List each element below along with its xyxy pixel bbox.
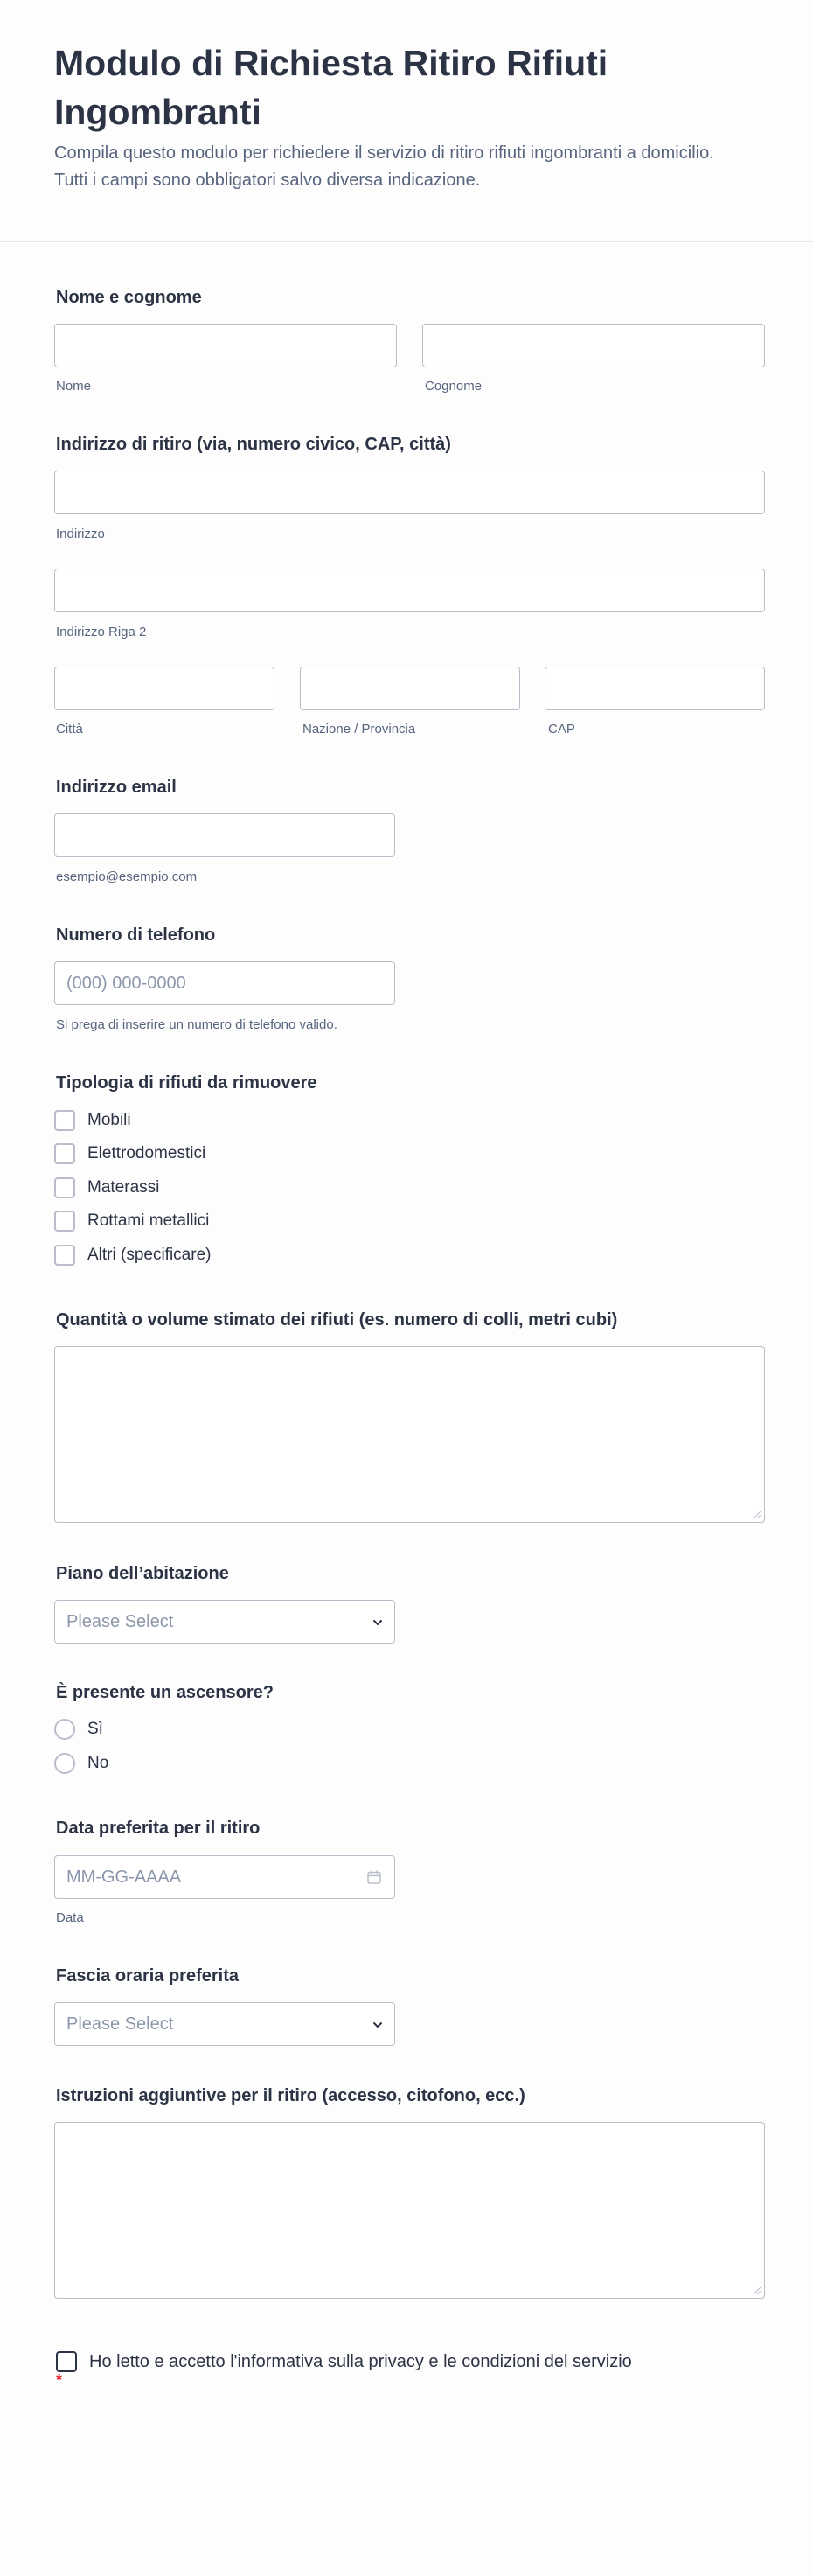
privacy-label: Ho letto e accetto l'informativa sulla privacy e le condizioni del servizio (89, 2352, 632, 2371)
checkbox-label-rottami-metallici: Rottami metallici (87, 1211, 210, 1230)
phone-placeholder: (000) 000-0000 (66, 974, 186, 993)
time-slot-label: Fascia oraria preferita (56, 1966, 239, 1986)
time-slot-select[interactable] (54, 2002, 395, 2046)
date-label: Data preferita per il ritiro (56, 1819, 261, 1838)
date-sublabel: Data (56, 1910, 84, 1925)
radio-si[interactable] (54, 1719, 75, 1740)
city-input[interactable] (54, 667, 274, 710)
zip-sublabel: CAP (548, 722, 575, 736)
resize-handle-icon[interactable] (752, 2286, 761, 2294)
floor-select-value: Please Select (66, 1612, 174, 1631)
phone-label: Numero di telefono (56, 925, 216, 945)
time-slot-select-value: Please Select (66, 2014, 174, 2034)
name-label: Nome e cognome (56, 288, 202, 307)
email-label: Indirizzo email (56, 778, 177, 797)
radio-no[interactable] (54, 1753, 75, 1774)
address-line2-input[interactable] (54, 569, 765, 612)
instructions-textarea[interactable] (54, 2122, 765, 2299)
address-label: Indirizzo di ritiro (via, numero civico, CAP, città) (56, 435, 451, 454)
checkbox-elettrodomestici[interactable] (54, 1143, 75, 1164)
waste-types-label: Tipologia di rifiuti da rimuovere (56, 1073, 317, 1093)
checkbox-materassi[interactable] (54, 1177, 75, 1198)
checkbox-altri[interactable] (54, 1245, 75, 1266)
quantity-textarea[interactable] (54, 1346, 765, 1523)
date-input[interactable] (54, 1855, 395, 1899)
date-placeholder: MM-GG-AAAA (66, 1867, 182, 1887)
header-divider (0, 241, 813, 242)
address-line1-input[interactable] (54, 471, 765, 514)
chevron-down-icon (372, 2019, 384, 2031)
page-description: Compila questo modulo per richiedere il servizio di ritiro rifiuti ingombranti a domicilio. Tutti i campi sono obbligatori salvo diversa indicazione. (54, 143, 714, 190)
state-sublabel: Nazione / Provincia (302, 722, 416, 736)
chevron-down-icon (372, 1616, 384, 1629)
radio-label-no: No (87, 1754, 109, 1772)
checkbox-label-mobili: Mobili (87, 1111, 131, 1129)
first-name-sublabel: Nome (56, 379, 92, 394)
first-name-input[interactable] (54, 324, 397, 367)
checkbox-mobili[interactable] (54, 1110, 75, 1131)
phone-sublabel: Si prega di inserire un numero di telefono valido. (56, 1017, 337, 1032)
resize-handle-icon[interactable] (752, 1510, 761, 1518)
address-line1-sublabel: Indirizzo (56, 527, 105, 541)
quantity-label: Quantità o volume stimato dei rifiuti (es. numero di colli, metri cubi) (56, 1310, 618, 1330)
radio-label-si: Sì (87, 1720, 103, 1738)
state-input[interactable] (300, 667, 520, 710)
checkbox-label-altri: Altri (specificare) (87, 1246, 212, 1264)
checkbox-rottami-metallici[interactable] (54, 1211, 75, 1232)
calendar-icon[interactable] (366, 1869, 382, 1885)
required-asterisk: * (56, 2371, 63, 2389)
checkbox-label-materassi: Materassi (87, 1178, 160, 1197)
zip-input[interactable] (545, 667, 765, 710)
email-input[interactable] (54, 813, 395, 857)
last-name-input[interactable] (422, 324, 765, 367)
elevator-label: È presente un ascensore? (56, 1683, 274, 1702)
checkbox-label-elettrodomestici: Elettrodomestici (87, 1144, 206, 1162)
page-title: Modulo di Richiesta Ritiro Rifiuti Ingombranti (54, 43, 608, 132)
last-name-sublabel: Cognome (425, 379, 483, 394)
floor-label: Piano dell’abitazione (56, 1564, 229, 1583)
address-line2-sublabel: Indirizzo Riga 2 (56, 625, 147, 639)
floor-select[interactable] (54, 1600, 395, 1644)
privacy-checkbox[interactable] (56, 2351, 77, 2372)
email-sublabel: esempio@esempio.com (56, 869, 198, 884)
instructions-label: Istruzioni aggiuntive per il ritiro (accesso, citofono, ecc.) (56, 2086, 525, 2105)
phone-input[interactable] (54, 961, 395, 1005)
city-sublabel: Città (56, 722, 83, 736)
